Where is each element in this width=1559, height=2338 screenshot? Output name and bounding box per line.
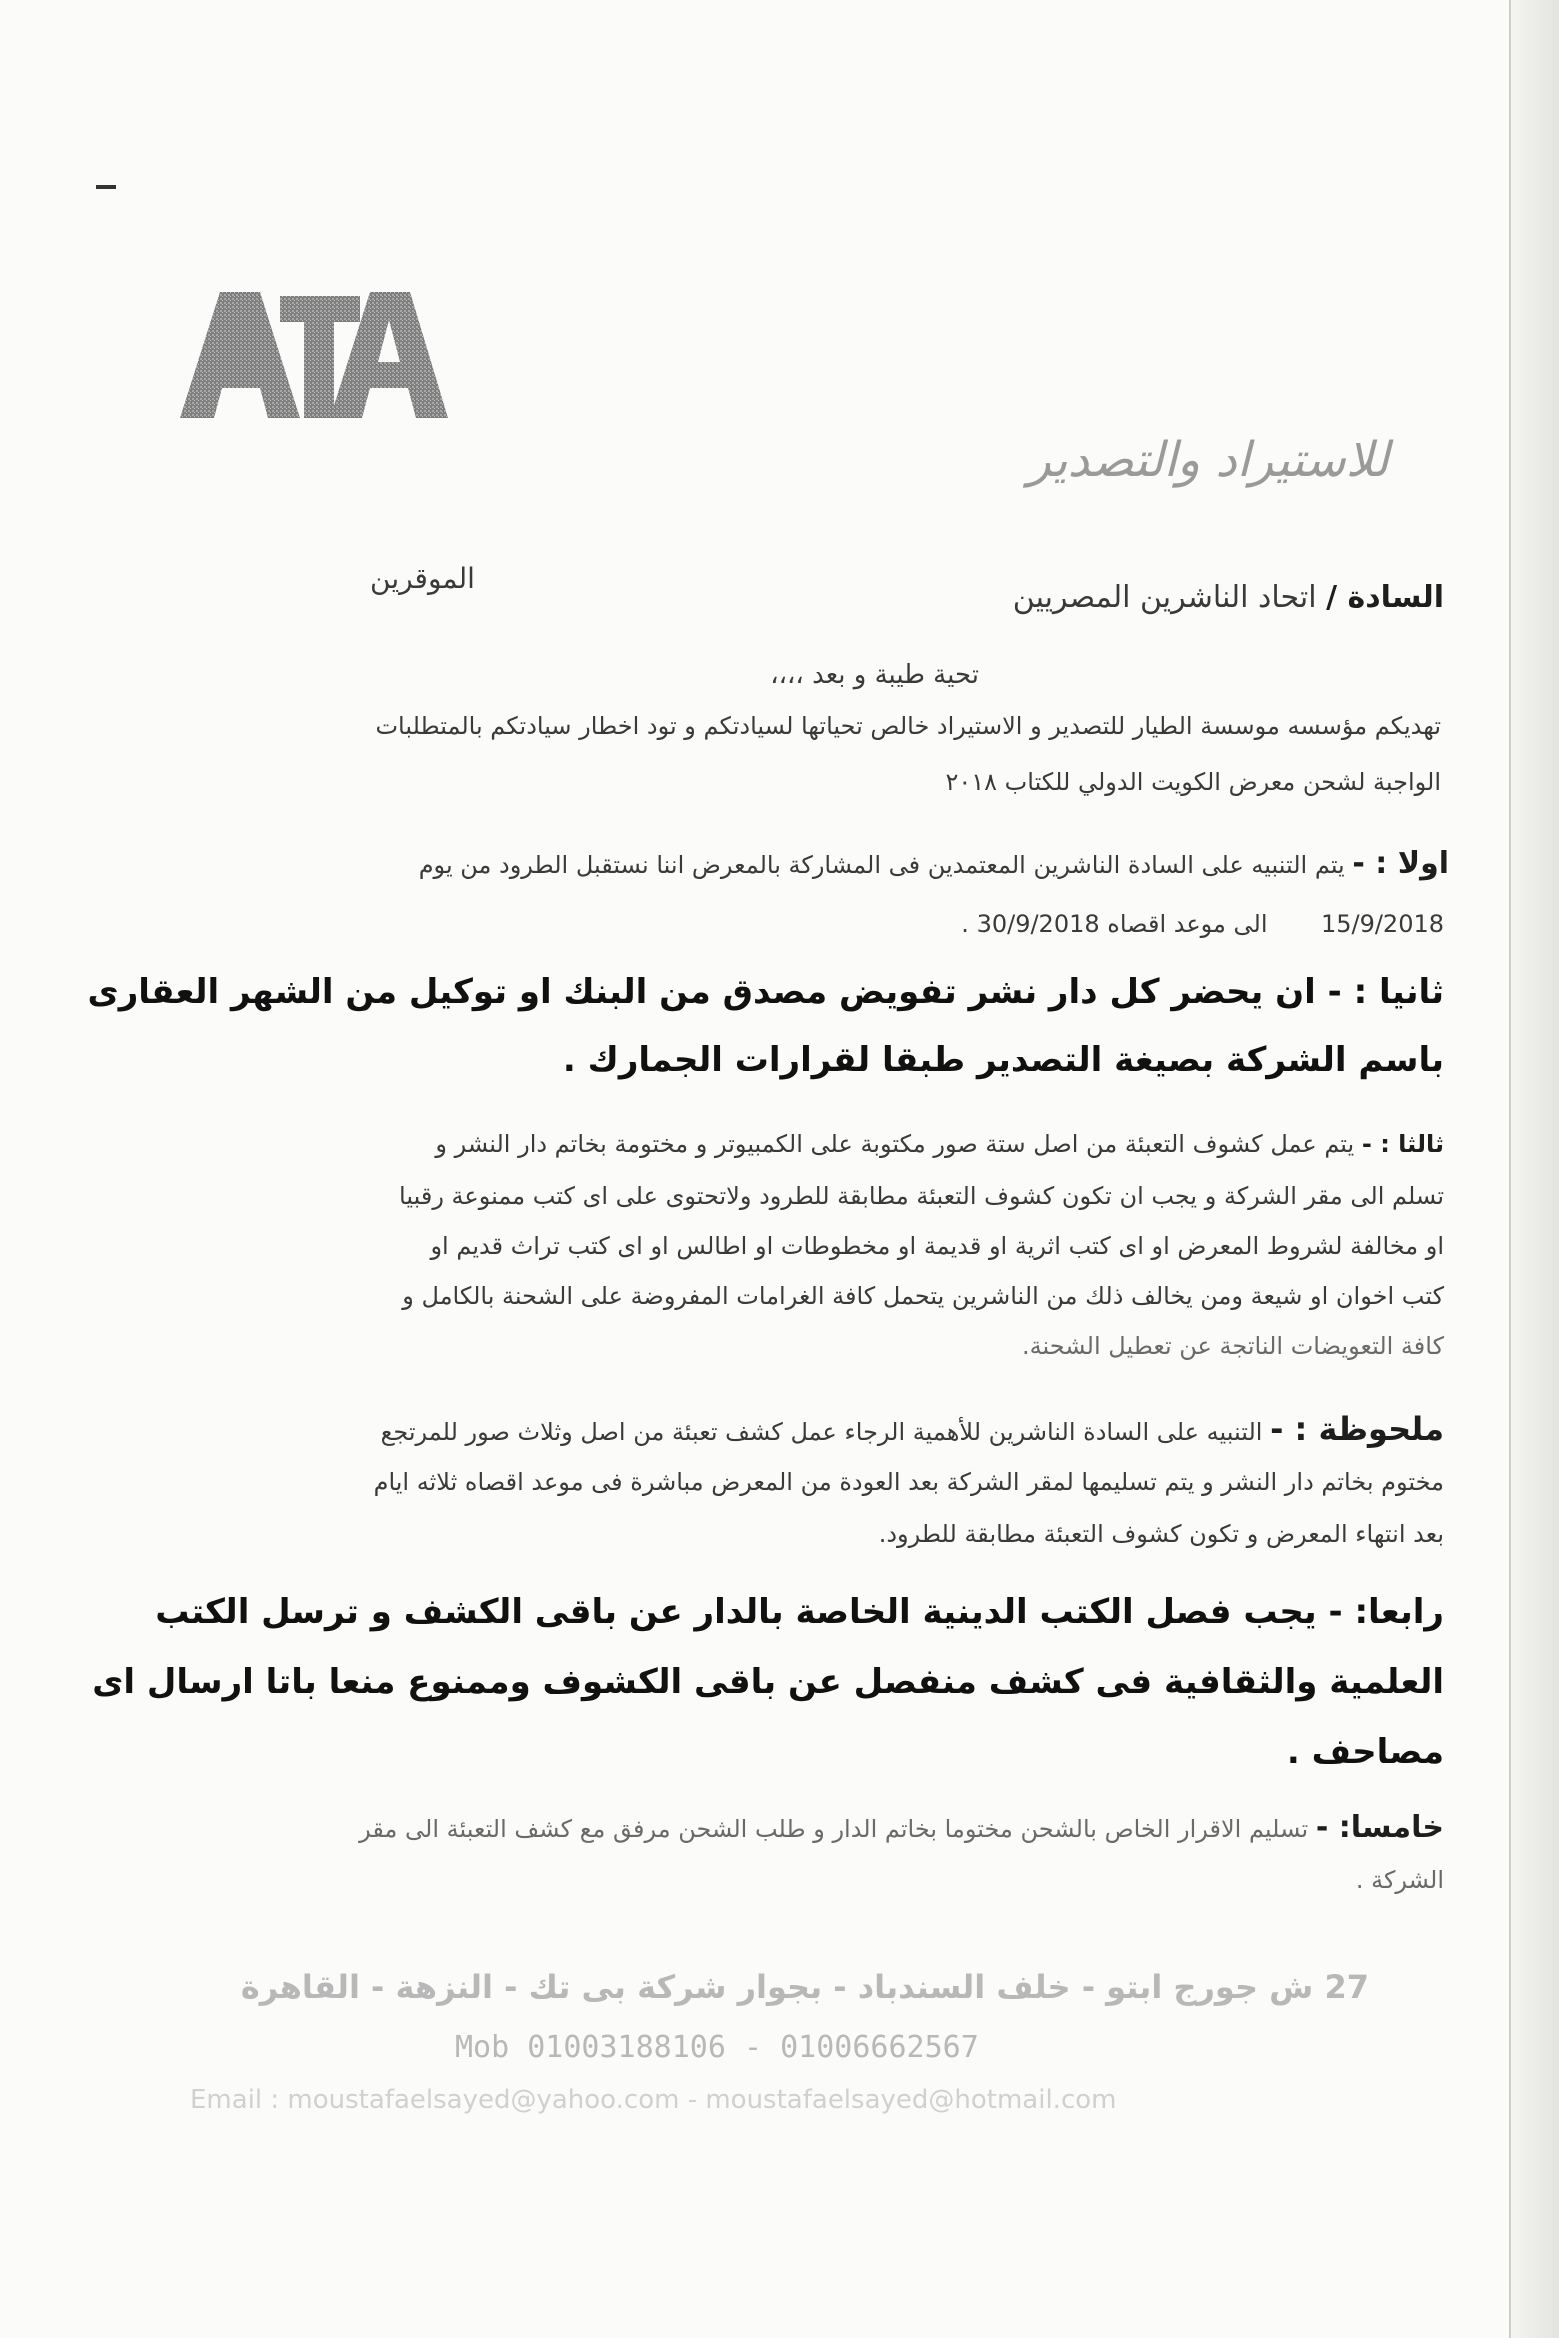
company-script-name: للاستيراد والتصدير xyxy=(1027,432,1389,488)
note-line-1 xyxy=(381,1410,1444,1448)
second-line-2: باسم الشركة بصيغة التصدير طبقا لقرارات الجمارك . xyxy=(562,1040,1444,1080)
fifth-line-2: الشركة . xyxy=(1355,1866,1444,1894)
third-line-5: كافة التعويضات الناتجة عن تعطيل الشحنة. xyxy=(1022,1332,1444,1360)
third-text-1: يتم عمل كشوف التعبئة من اصل ستة صور مكتوبة على الكمبيوتر و مختومة بخاتم دار النشر و xyxy=(435,1130,1355,1158)
fourth-line-2: العلمية والثقافية فى كشف منفصل عن باقى الكشوف وممنوع منعا باتا ارسال اى xyxy=(92,1662,1444,1702)
addressee-honorific: الموقرين xyxy=(370,562,475,595)
addressee-name: اتحاد الناشرين المصريين xyxy=(1012,580,1317,615)
ata-logo-icon xyxy=(180,290,450,420)
fifth-line-1 xyxy=(359,1810,1444,1845)
addressee-line xyxy=(1013,580,1444,615)
third-line-4: كتب اخوان او شيعة ومن يخالف ذلك من الناشرين يتحمل كافة الغرامات المفروضة على الشحنة بالكامل و xyxy=(402,1282,1444,1310)
fourth-line-1: رابعا: - يجب فصل الكتب الدينية الخاصة بالدار عن باقى الكشف و ترسل الكتب xyxy=(155,1592,1444,1632)
note-line-3: بعد انتهاء المعرض و تكون كشوف التعبئة مطابقة للطرود. xyxy=(878,1520,1444,1548)
intro-line-1: تهديكم مؤسسه موسسة الطيار للتصدير و الاستيراد خالص تحياتها لسيادتكم و تود اخطار سيادتكم بالمتطلبات xyxy=(375,712,1441,740)
fifth-label: خامسا: - xyxy=(1315,1810,1444,1845)
dash-mark xyxy=(96,185,116,189)
page-edge xyxy=(1509,0,1559,2338)
first-deadline-text: الى موعد اقصاه xyxy=(1107,910,1268,938)
footer-mobile: Mob 01003188106 - 01006662567 xyxy=(455,2030,979,2065)
third-line-1 xyxy=(435,1130,1444,1158)
first-start-date: 15/9/2018 xyxy=(1320,910,1444,938)
fifth-text-1: تسليم الاقرار الخاص بالشحن مختوما بخاتم الدار و طلب الشحن مرفق مع كشف التعبئة الى مقر xyxy=(359,1815,1309,1843)
first-end-date: 30/9/2018 xyxy=(976,910,1100,938)
addressee-label: السادة / xyxy=(1326,580,1444,615)
first-line-1 xyxy=(419,846,1449,881)
fourth-line-3: مصاحف . xyxy=(1286,1732,1444,1772)
first-text: يتم التنبيه على السادة الناشرين المعتمدين فى المشاركة بالمعرض اننا نستقبل الطرود من يوم xyxy=(418,851,1345,879)
first-label: اولا : - xyxy=(1352,846,1449,881)
greeting: تحية طيبة و بعد ،،،، xyxy=(770,660,979,690)
footer-email: Email : moustafaelsayed@yahoo.com - moustafaelsayed@hotmail.com xyxy=(190,2085,1117,2115)
second-line-1: ثانيا : - ان يحضر كل دار نشر تفويض مصدق من البنك او توكيل من الشهر العقارى xyxy=(87,972,1444,1012)
note-line-2: مختوم بخاتم دار النشر و يتم تسليمها لمقر الشركة بعد العودة من المعرض مباشرة فى موعد اقصاه ثلاثه ايام xyxy=(373,1468,1444,1496)
footer-address: 27 ش جورج ابتو - خلف السندباد - بجوار شركة بى تك - النزهة - القاهرة xyxy=(240,1968,1369,2006)
third-line-3: او مخالفة لشروط المعرض او اى كتب اثرية او قديمة او مخطوطات او اطالس او اى كتب تراث قديم او xyxy=(430,1232,1444,1260)
first-line-2 xyxy=(961,910,1444,938)
intro-line-2: الواجبة لشحن معرض الكويت الدولي للكتاب ٢٠١٨ xyxy=(945,768,1441,796)
third-label: ثالثا : - xyxy=(1361,1130,1444,1158)
note-label: ملحوظة : - xyxy=(1270,1410,1444,1448)
note-text-1: التنبيه على السادة الناشرين للأهمية الرجاء عمل كشف تعبئة من اصل وثلاث صور للمرتجع xyxy=(380,1418,1263,1446)
third-line-2: تسلم الى مقر الشركة و يجب ان تكون كشوف التعبئة مطابقة للطرود ولاتحتوى على اى كتب ممنوعة رقبيا xyxy=(399,1182,1444,1210)
first-end-mark: . xyxy=(961,910,969,938)
